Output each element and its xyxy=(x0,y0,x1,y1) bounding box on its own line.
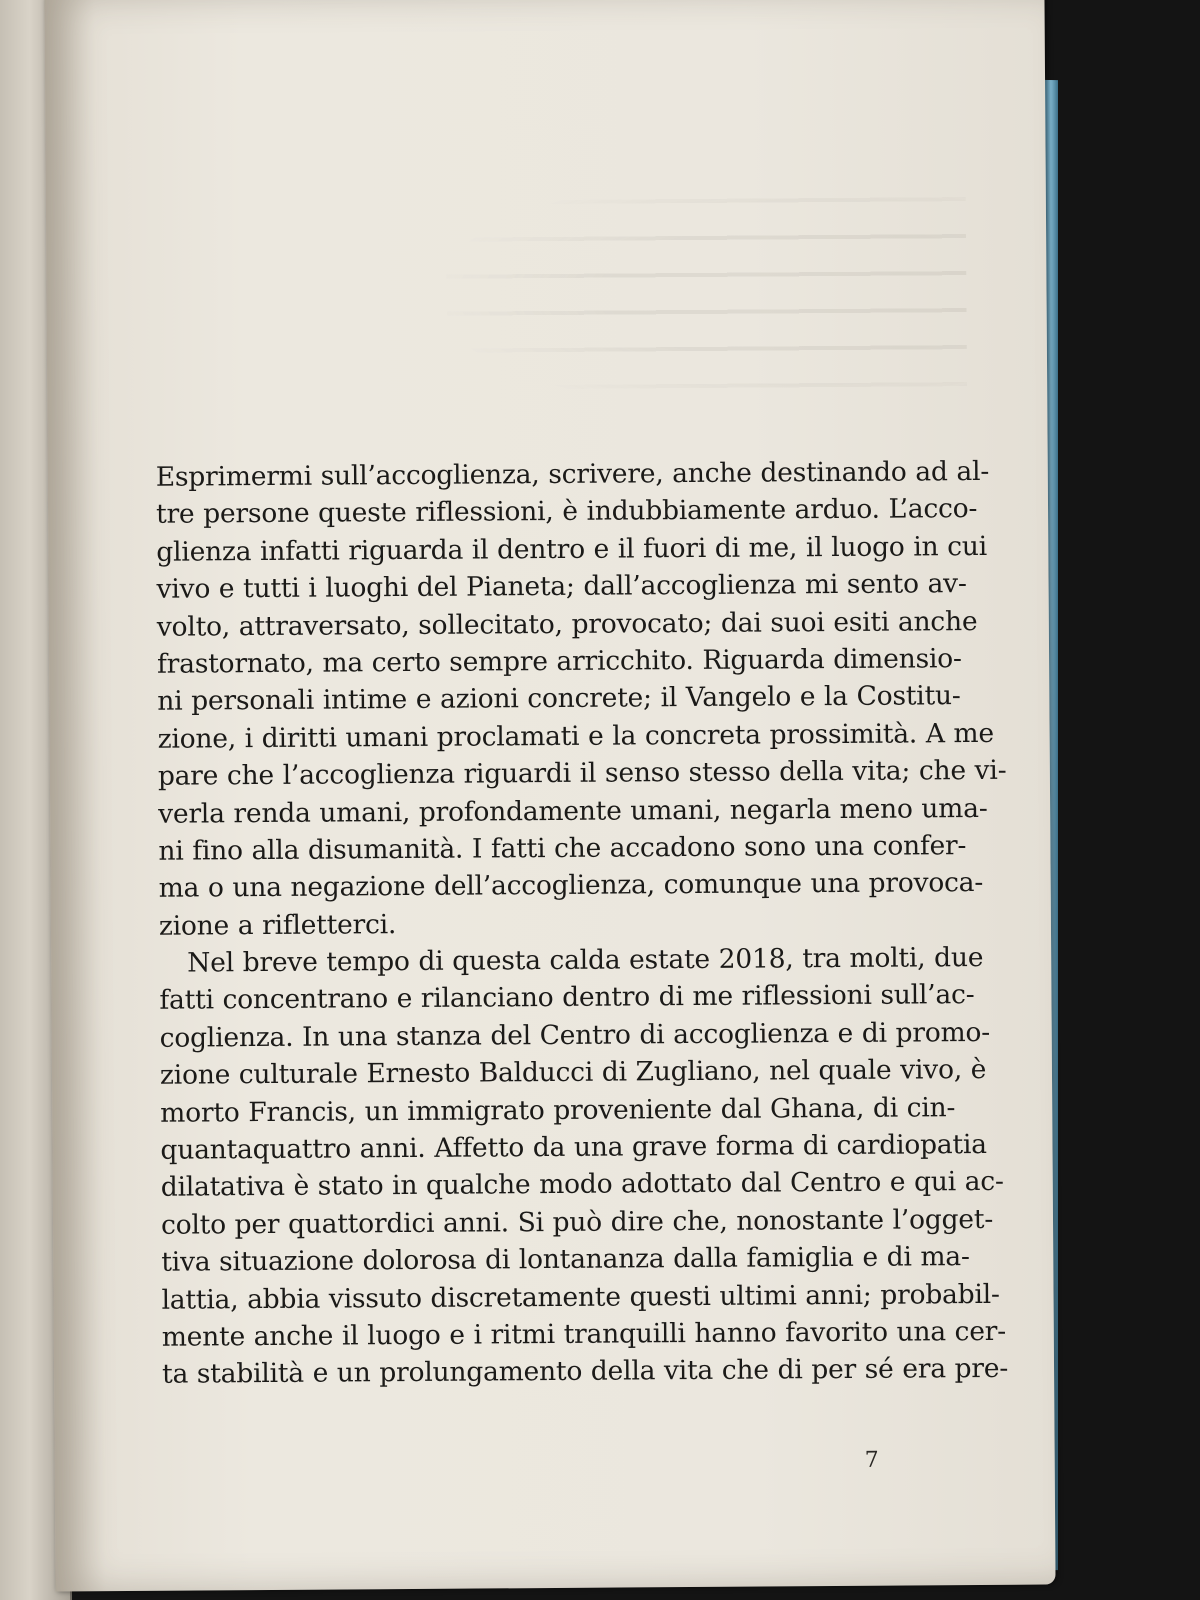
text-line: morto Francis, un immigrato proveniente dal Ghana, di cin- xyxy=(160,1091,956,1129)
text-line: quantaquattro anni. Affetto da una grave forma di cardiopatia xyxy=(160,1128,987,1166)
text-line: verla renda umani, profondamente umani, negarla meno uma- xyxy=(158,792,988,830)
text-line: zione culturale Ernesto Balducci di Zugliano, nel quale vivo, è xyxy=(159,1054,987,1091)
text-line: ta stabilità e un prolungamento della vita che di per sé era pre- xyxy=(161,1353,1009,1391)
text-line: vivo e tutti i luoghi del Pianeta; dall’accoglienza mi sento av- xyxy=(156,568,967,605)
text-line: volto, attraversato, sollecitato, provocato; dai suoi esiti anche xyxy=(156,605,978,643)
paragraph xyxy=(159,940,1009,1394)
book-page xyxy=(44,0,1055,1591)
text-line: zione, i diritti umani proclamati e la concreta prossimità. A me xyxy=(157,717,994,755)
page-number: 7 xyxy=(864,1447,879,1473)
text-line: ni personali intime e azioni concrete; il Vangelo e la Costitu- xyxy=(157,680,961,718)
text-line: colto per quattordici anni. Si può dire che, nonostante l’ogget- xyxy=(160,1203,994,1241)
text-line: dilatativa è stato in qualche modo adottato dal Centro e qui ac- xyxy=(160,1166,1004,1204)
text-line: tiva situazione dolorosa di lontananza dalla famiglia e di ma- xyxy=(161,1241,970,1278)
text-line: Esprimermi sull’accoglienza, scrivere, anche destinando ad al- xyxy=(155,455,990,493)
text-line: ma o una negazione dell’accoglienza, comunque una provoca- xyxy=(158,867,984,905)
text-line: lattia, abbia vissuto discretamente questi ultimi anni; probabil- xyxy=(161,1278,1000,1316)
paragraph xyxy=(155,454,1007,945)
text-line: tre persone queste riflessioni, è indubbiamente arduo. L’acco- xyxy=(155,493,978,531)
text-line: zione a rifletterci. xyxy=(158,908,397,942)
text-line: Nel breve tempo di questa calda estate 2018, tra molti, due xyxy=(187,942,984,979)
show-through-text xyxy=(446,171,968,415)
text-line: glienza infatti riguarda il dentro e il fuori di me, il luogo in cui xyxy=(156,530,988,568)
text-line: frastornato, ma certo sempre arricchito. Riguarda dimensio- xyxy=(156,643,962,680)
text-line: mente anche il luogo e i ritmi tranquilli hanno favorito una cer- xyxy=(161,1315,1007,1353)
text-line: coglienza. In una stanza del Centro di accoglienza e di promo- xyxy=(159,1016,991,1054)
body-text xyxy=(155,454,1009,1394)
text-line: fatti concentrano e rilanciano dentro di me riflessioni sull’ac- xyxy=(159,979,975,1017)
text-line: ni fino alla disumanità. I fatti che accadono sono una confer- xyxy=(158,830,967,867)
text-line: pare che l’accoglienza riguardi il senso stesso della vita; che vi- xyxy=(157,754,1007,792)
